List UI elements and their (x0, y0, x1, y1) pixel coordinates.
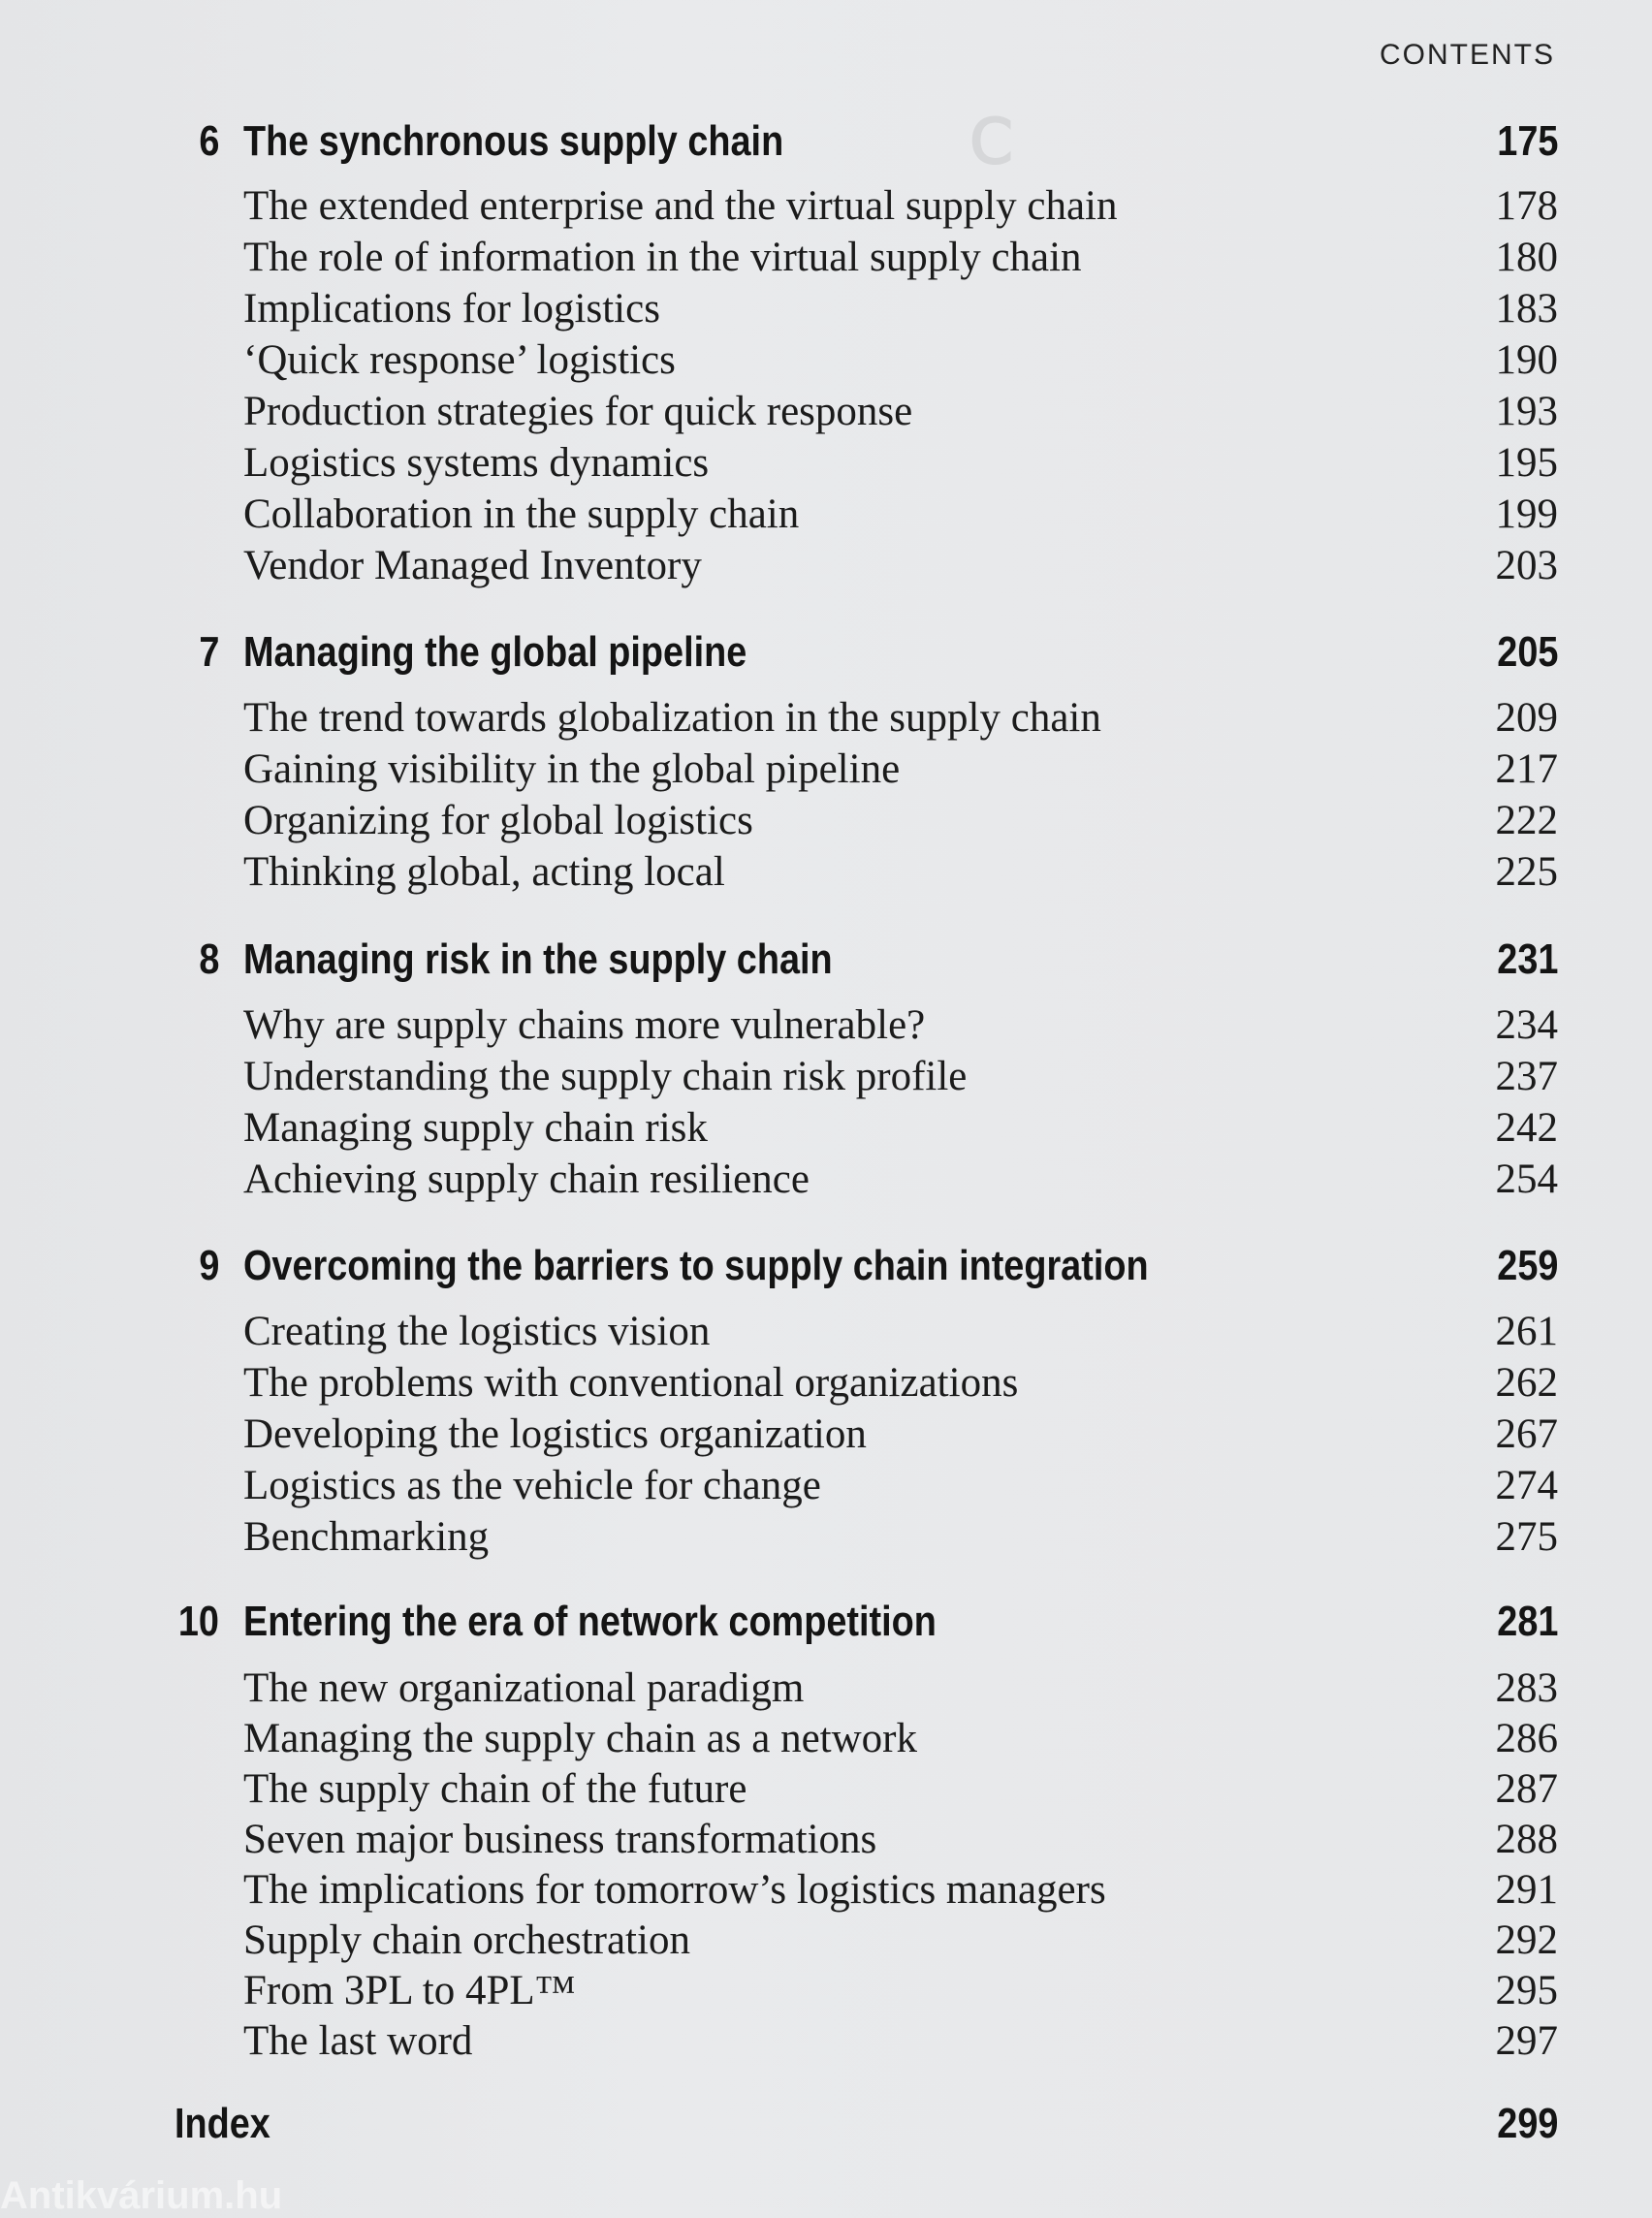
section-title: The last word (243, 2018, 473, 2064)
index-heading[interactable] (0, 2095, 1652, 2153)
chapter-number: 7 (198, 628, 219, 676)
chapter-heading[interactable] (0, 1237, 1652, 1295)
section-title: Production strategies for quick response (243, 389, 913, 434)
chapter-page-number: 175 (1496, 117, 1558, 165)
section-title: The trend towards globalization in the supply chain (243, 695, 1101, 741)
section-title: Why are supply chains more vulnerable? (243, 1002, 926, 1048)
toc-entry[interactable] (0, 1713, 1652, 1764)
toc-entry[interactable] (0, 2015, 1652, 2067)
section-page-number: 237 (1495, 1054, 1558, 1099)
section-title: Logistics as the vehicle for change (243, 1463, 821, 1508)
toc-entry[interactable] (0, 540, 1652, 591)
toc-entry[interactable] (0, 1460, 1652, 1511)
section-page-number: 193 (1495, 389, 1558, 434)
chapter-number: 6 (198, 117, 219, 165)
section-page-number: 183 (1495, 286, 1558, 332)
section-page-number: 261 (1495, 1309, 1558, 1354)
section-page-number: 199 (1495, 491, 1558, 537)
section-page-number: 288 (1495, 1817, 1558, 1862)
chapter-title: Entering the era of network competition (243, 1598, 937, 1645)
running-head: CONTENTS (1380, 39, 1555, 71)
section-page-number: 195 (1495, 440, 1558, 486)
toc-entry[interactable] (0, 846, 1652, 898)
chapter-number: 9 (198, 1242, 219, 1289)
toc-entry[interactable] (0, 1864, 1652, 1916)
chapter-heading[interactable] (0, 1593, 1652, 1651)
section-title: Understanding the supply chain risk profile (243, 1054, 968, 1099)
section-page-number: 234 (1495, 1002, 1558, 1048)
section-title: The problems with conventional organizations (243, 1360, 1019, 1406)
section-title: Benchmarking (243, 1514, 490, 1560)
chapter-title: Managing the global pipeline (243, 628, 747, 676)
chapter-page-number: 231 (1496, 935, 1558, 983)
show-through-decoration: ꓛ (969, 108, 1013, 176)
toc-entry[interactable] (0, 744, 1652, 795)
toc-entry[interactable] (0, 1306, 1652, 1357)
section-page-number: 178 (1495, 183, 1558, 229)
section-page-number: 217 (1495, 746, 1558, 792)
chapter-number: 8 (198, 935, 219, 983)
section-title: The role of information in the virtual supply chain (243, 235, 1082, 280)
section-title: Managing supply chain risk (243, 1105, 708, 1151)
toc-entry[interactable] (0, 283, 1652, 334)
section-title: Collaboration in the supply chain (243, 491, 800, 537)
section-page-number: 254 (1495, 1157, 1558, 1202)
watermark: Antikvárium.hu (0, 2174, 283, 2217)
toc-entry[interactable] (0, 1511, 1652, 1563)
section-title: Achieving supply chain resilience (243, 1157, 810, 1202)
chapter-page-number: 205 (1496, 628, 1558, 676)
toc-entry[interactable] (0, 180, 1652, 232)
section-title: Supply chain orchestration (243, 1917, 690, 1963)
toc-entry[interactable] (0, 1915, 1652, 1966)
section-title: The new organizational paradigm (243, 1665, 805, 1711)
index-title: Index (175, 2100, 270, 2147)
section-title: Vendor Managed Inventory (243, 543, 702, 588)
section-page-number: 287 (1495, 1766, 1558, 1812)
section-title: Developing the logistics organization (243, 1411, 867, 1457)
section-title: The supply chain of the future (243, 1766, 747, 1812)
section-page-number: 209 (1495, 695, 1558, 741)
section-title: Organizing for global logistics (243, 798, 753, 843)
section-title: Managing the supply chain as a network (243, 1716, 917, 1761)
toc-entry[interactable] (0, 1409, 1652, 1460)
section-page-number: 275 (1495, 1514, 1558, 1560)
section-page-number: 297 (1495, 2018, 1558, 2064)
section-page-number: 292 (1495, 1917, 1558, 1963)
toc-entry[interactable] (0, 1357, 1652, 1409)
chapter-heading[interactable] (0, 112, 1652, 171)
toc-entry[interactable] (0, 1051, 1652, 1102)
chapter-page-number: 281 (1496, 1598, 1558, 1645)
section-title: Gaining visibility in the global pipeline (243, 746, 901, 792)
toc-entry[interactable] (0, 232, 1652, 283)
toc-entry[interactable] (0, 489, 1652, 540)
toc-entry[interactable] (0, 1154, 1652, 1205)
chapter-heading[interactable] (0, 623, 1652, 681)
toc-entry[interactable] (0, 692, 1652, 744)
chapter-number: 10 (177, 1598, 219, 1645)
chapter-title: Managing risk in the supply chain (243, 935, 833, 983)
section-title: Thinking global, acting local (243, 849, 725, 895)
toc-entry[interactable] (0, 334, 1652, 386)
chapter-title: Overcoming the barriers to supply chain integration (243, 1242, 1149, 1289)
section-page-number: 283 (1495, 1665, 1558, 1711)
toc-entry[interactable] (0, 1814, 1652, 1865)
section-page-number: 225 (1495, 849, 1558, 895)
section-page-number: 262 (1495, 1360, 1558, 1406)
section-title: Seven major business transformations (243, 1817, 877, 1862)
section-page-number: 180 (1495, 235, 1558, 280)
section-page-number: 242 (1495, 1105, 1558, 1151)
section-page-number: 222 (1495, 798, 1558, 843)
chapter-title: The synchronous supply chain (243, 117, 784, 165)
section-page-number: 291 (1495, 1867, 1558, 1913)
section-page-number: 295 (1495, 1968, 1558, 2013)
toc-entry[interactable] (0, 999, 1652, 1051)
section-page-number: 190 (1495, 337, 1558, 383)
toc-entry[interactable] (0, 1965, 1652, 2016)
section-title: Creating the logistics vision (243, 1309, 711, 1354)
section-title: ‘Quick response’ logistics (243, 337, 676, 383)
toc-entry[interactable] (0, 437, 1652, 489)
toc-entry[interactable] (0, 386, 1652, 437)
chapter-heading[interactable] (0, 931, 1652, 989)
section-title: From 3PL to 4PL™ (243, 1968, 576, 2013)
toc-entry[interactable] (0, 795, 1652, 846)
section-title: The extended enterprise and the virtual supply chain (243, 183, 1118, 229)
chapter-page-number: 259 (1496, 1242, 1558, 1289)
section-page-number: 286 (1495, 1716, 1558, 1761)
toc-entry[interactable] (0, 1763, 1652, 1815)
section-title: The implications for tomorrow’s logistics managers (243, 1867, 1106, 1913)
section-title: Logistics systems dynamics (243, 440, 710, 486)
section-title: Implications for logistics (243, 286, 660, 332)
toc-entry[interactable] (0, 1663, 1652, 1714)
section-page-number: 274 (1495, 1463, 1558, 1508)
section-page-number: 267 (1495, 1411, 1558, 1457)
section-page-number: 203 (1495, 543, 1558, 588)
index-page-number: 299 (1496, 2100, 1558, 2147)
toc-entry[interactable] (0, 1102, 1652, 1154)
